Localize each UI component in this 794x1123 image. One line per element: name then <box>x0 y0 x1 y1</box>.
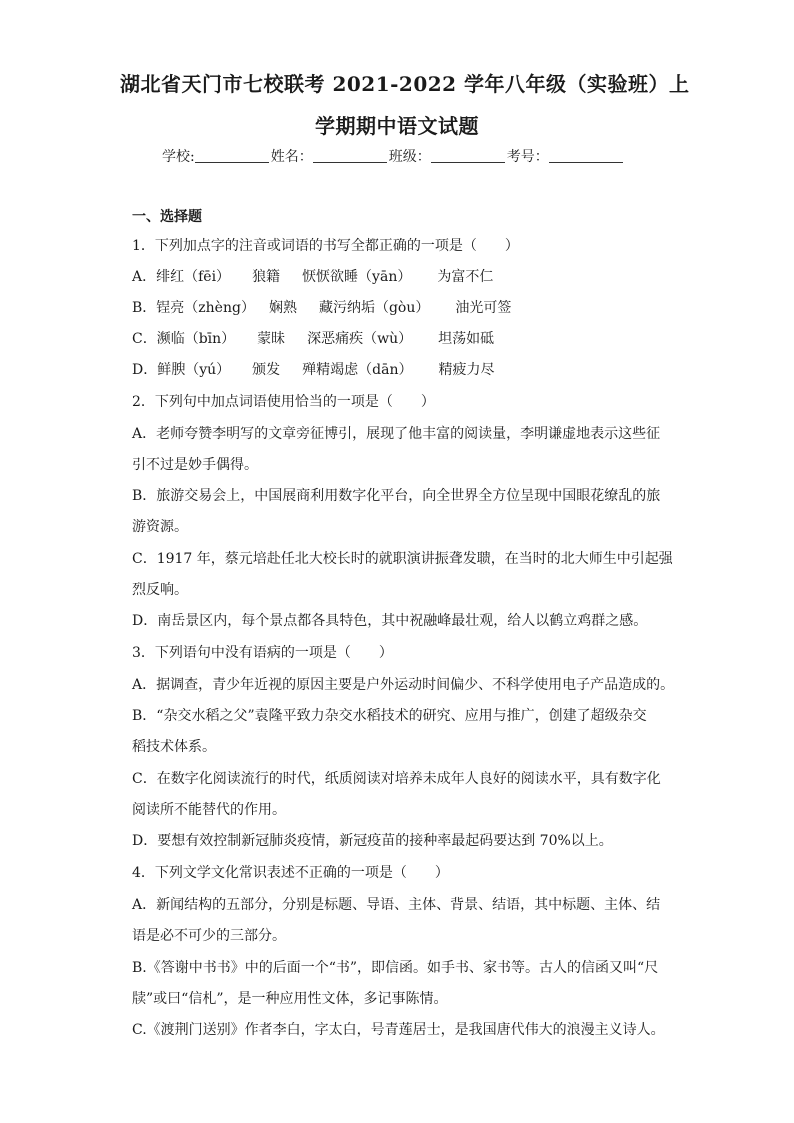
question-3-line: D．要想有效控制新冠肺炎疫情，新冠疫苗的接种率最起码要达到 70%以上。 <box>132 833 613 849</box>
question-2-line: 游资源。 <box>132 519 188 535</box>
section-heading: 一、选择题 <box>132 209 202 225</box>
question-2-line: D．南岳景区内，每个景点都各具特色，其中祝融峰最壮观，给人以鹤立鸡群之感。 <box>132 613 648 629</box>
question-4-line: 牍”或曰“信札”，是一种应用性文体，多记事陈情。 <box>132 991 448 1007</box>
question-2-line: C．1917 年，蔡元培赴任北大校长时的就职演讲振聋发聩，在当时的北大师生中引起强 <box>132 551 673 567</box>
question-4-line: B.《答谢中书书》中的后面一个“书”，即信函。如手书、家书等。古人的信函又叫“尺 <box>132 960 659 976</box>
school-label: 学校: <box>162 149 195 165</box>
option-term: 恹恹欲睡（yān） <box>302 269 412 285</box>
option-term: 殚精竭虑（dān） <box>302 362 413 378</box>
option-term: 深恶痛疾（wù） <box>307 331 413 347</box>
question-3-line: B．“杂交水稻之父”袁隆平致力杂交水稻技术的研究、应用与推广，创建了超级杂交 <box>132 708 647 724</box>
question-1-option-a <box>132 268 672 286</box>
question-2-line: A．老师夸赞李明写的文章旁征博引，展现了他丰富的阅读量，李明谦虚地表示这些征 <box>132 426 661 442</box>
exam-title-line2: 学期期中语文试题 <box>315 114 479 138</box>
school-blank <box>195 148 269 163</box>
class-label: 班级： <box>388 149 431 165</box>
option-term: 坦荡如砥 <box>438 331 495 347</box>
name-blank <box>313 148 387 163</box>
question-3-line: 稻技术体系。 <box>132 739 216 755</box>
name-label: 姓名： <box>270 149 313 165</box>
option-term: 精疲力尽 <box>438 362 495 378</box>
question-4-line: A．新闻结构的五部分，分别是标题、导语、主体、背景、结语，其中标题、主体、结 <box>132 897 661 913</box>
question-2-line: 引不过是妙手偶得。 <box>132 457 258 473</box>
option-term: B．锃亮（zhèng） <box>132 300 255 316</box>
question-4-line: C.《渡荆门送别》作者李白，字太白，号青莲居士，是我国唐代伟大的浪漫主义诗人。 <box>132 1022 665 1038</box>
question-2-line: 烈反响。 <box>132 582 188 598</box>
option-term: 狼籍 <box>252 269 281 285</box>
exam-title-line1: 湖北省天门市七校联考 2021-2022 学年八年级（实验班）上 <box>120 72 690 96</box>
question-3-line: C．在数字化阅读流行的时代，纸质阅读对培养未成年人良好的阅读水平，具有数字化 <box>132 771 661 787</box>
option-term: 娴熟 <box>268 300 297 316</box>
question-1-option-c <box>132 330 672 348</box>
student-info-row <box>162 146 642 166</box>
option-term: 油光可签 <box>455 300 512 316</box>
question-1-stem: 1．下列加点字的注音或词语的书写全都正确的一项是（ ） <box>132 238 519 254</box>
question-3-line: 阅读所不能替代的作用。 <box>132 802 286 818</box>
option-term: C．濒临（bīn） <box>132 331 236 347</box>
question-3-line: A．据调查，青少年近视的原因主要是户外运动时间偏少、不科学使用电子产品造成的。 <box>132 677 675 693</box>
question-4-line: 语是必不可少的三部分。 <box>132 928 286 944</box>
option-term: D．鲜腴（yú） <box>132 362 231 378</box>
number-blank <box>549 148 623 163</box>
option-term: 为富不仁 <box>437 269 494 285</box>
question-2-stem: 2．下列句中加点词语使用恰当的一项是（ ） <box>132 394 435 410</box>
question-3-stem: 3．下列语句中没有语病的一项是（ ） <box>132 645 393 661</box>
question-1-option-d <box>132 361 672 379</box>
class-blank <box>431 148 505 163</box>
option-term: 藏污纳垢（gòu） <box>318 300 430 316</box>
option-term: A．绯红（fēi） <box>132 269 231 285</box>
question-1-option-b <box>132 299 672 317</box>
option-term: 颁发 <box>252 362 281 378</box>
number-label: 考号： <box>506 149 549 165</box>
option-term: 蒙昧 <box>257 331 286 347</box>
question-4-stem: 4．下列文学文化常识表述不正确的一项是（ ） <box>132 865 449 881</box>
question-2-line: B．旅游交易会上，中国展商利用数字化平台，向全世界全方位呈现中国眼花缭乱的旅 <box>132 488 661 504</box>
